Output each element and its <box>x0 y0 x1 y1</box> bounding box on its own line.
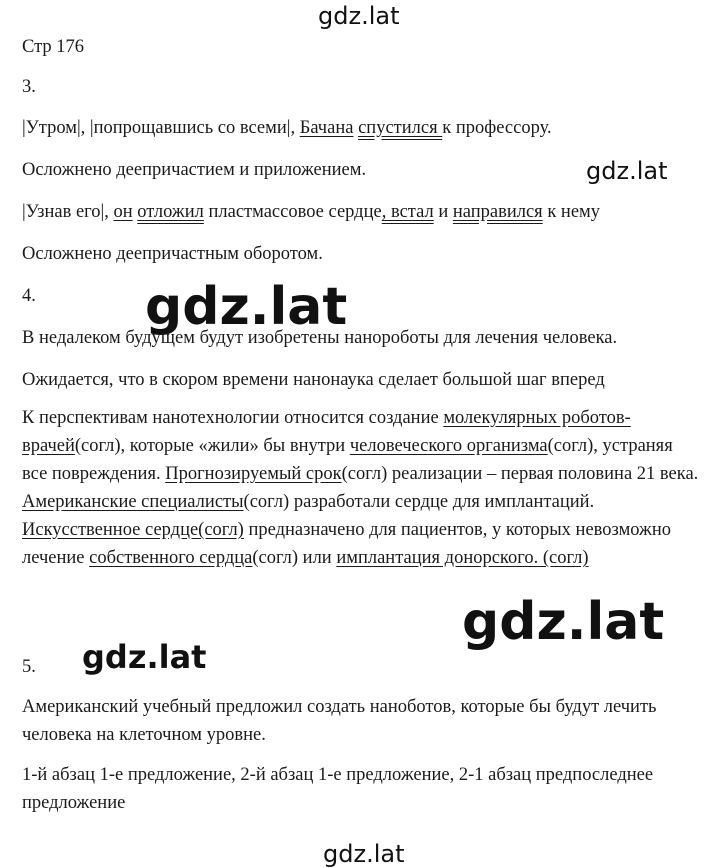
watermark-large-right: gdz.lat <box>462 592 665 652</box>
task3-number: 3. <box>22 77 36 97</box>
task4-line2: Ожидается, что в скором времени нанонаука сделает большой шаг вперед <box>22 370 605 390</box>
task3-sentence1 <box>22 117 552 139</box>
paragraph-text: (согл) реализации – первая половина 21 века. <box>341 464 699 484</box>
task3-note1: Осложнено деепричастием и приложением. <box>22 160 367 180</box>
task4-paragraph <box>22 404 702 572</box>
task5-number: 5. <box>22 657 36 677</box>
paragraph-text: К перспективам нанотехнологии относится создание <box>22 408 444 428</box>
sentence-text: |Утром|, |попрощавшись со всеми|, <box>22 118 300 138</box>
sentence-text: пластмассовое сердце <box>203 202 382 222</box>
sentence-text: к профессору. <box>442 118 552 138</box>
predicate: отложил <box>137 202 204 222</box>
watermark-bottom: gdz.lat <box>323 840 405 868</box>
agreed-attribute: имплантация донорского. (согл) <box>336 548 589 568</box>
agreed-attribute: человеческого организма <box>349 436 548 456</box>
sentence-text: |Узнав его|, <box>22 202 114 222</box>
task4-line1: В недалеком будущем будут изобретены нанороботы для лечения человека. <box>22 328 618 348</box>
predicate: спустился <box>358 118 443 138</box>
agreed-attribute: собственного сердца <box>89 548 253 568</box>
agreed-attribute: молекулярных роботов-врачей <box>22 408 631 456</box>
paragraph-text: (согл) или <box>252 548 337 568</box>
task4-number: 4. <box>22 286 36 306</box>
watermark-mid-left: gdz.lat <box>82 638 207 676</box>
paragraph-text: (согл), устраняя все повреждения. <box>22 436 673 484</box>
sentence-text: и <box>433 202 453 222</box>
task5-locations: 1-й абзац 1-е предложение, 2-й абзац 1-е предложение, 2-1 абзац предпоследнее предложение <box>22 765 654 813</box>
agreed-attribute: Прогнозируемый срок <box>165 464 342 484</box>
agreed-attribute: Американские специалисты <box>22 492 244 512</box>
subject: Бачана <box>299 118 354 138</box>
watermark-upper-right: gdz.lat <box>586 157 668 185</box>
page-label: Стр 176 <box>22 37 85 57</box>
watermark-top: gdz.lat <box>318 2 400 30</box>
task3-note2: Осложнено деепричастным оборотом. <box>22 244 323 264</box>
paragraph-text: (согл) разработали сердце для имплантаций. <box>243 492 595 512</box>
predicate: направился <box>452 202 543 222</box>
paragraph-text: (согл), которые «жили» бы внутри <box>74 436 350 456</box>
task3-sentence2 <box>22 201 600 223</box>
sentence-text: к нему <box>542 202 600 222</box>
predicate: , встал <box>381 202 434 222</box>
subject: он <box>113 202 133 222</box>
watermark-large-left: gdz.lat <box>145 277 348 337</box>
agreed-attribute: Искусственное сердце(согл) <box>22 520 244 540</box>
task5-answer: Американский учебный предложил создать наноботов, которые бы будут лечить человека на клеточном уровне. <box>22 697 657 745</box>
paragraph-text: предназначено для пациентов, у которых невозможно лечение <box>22 520 671 568</box>
